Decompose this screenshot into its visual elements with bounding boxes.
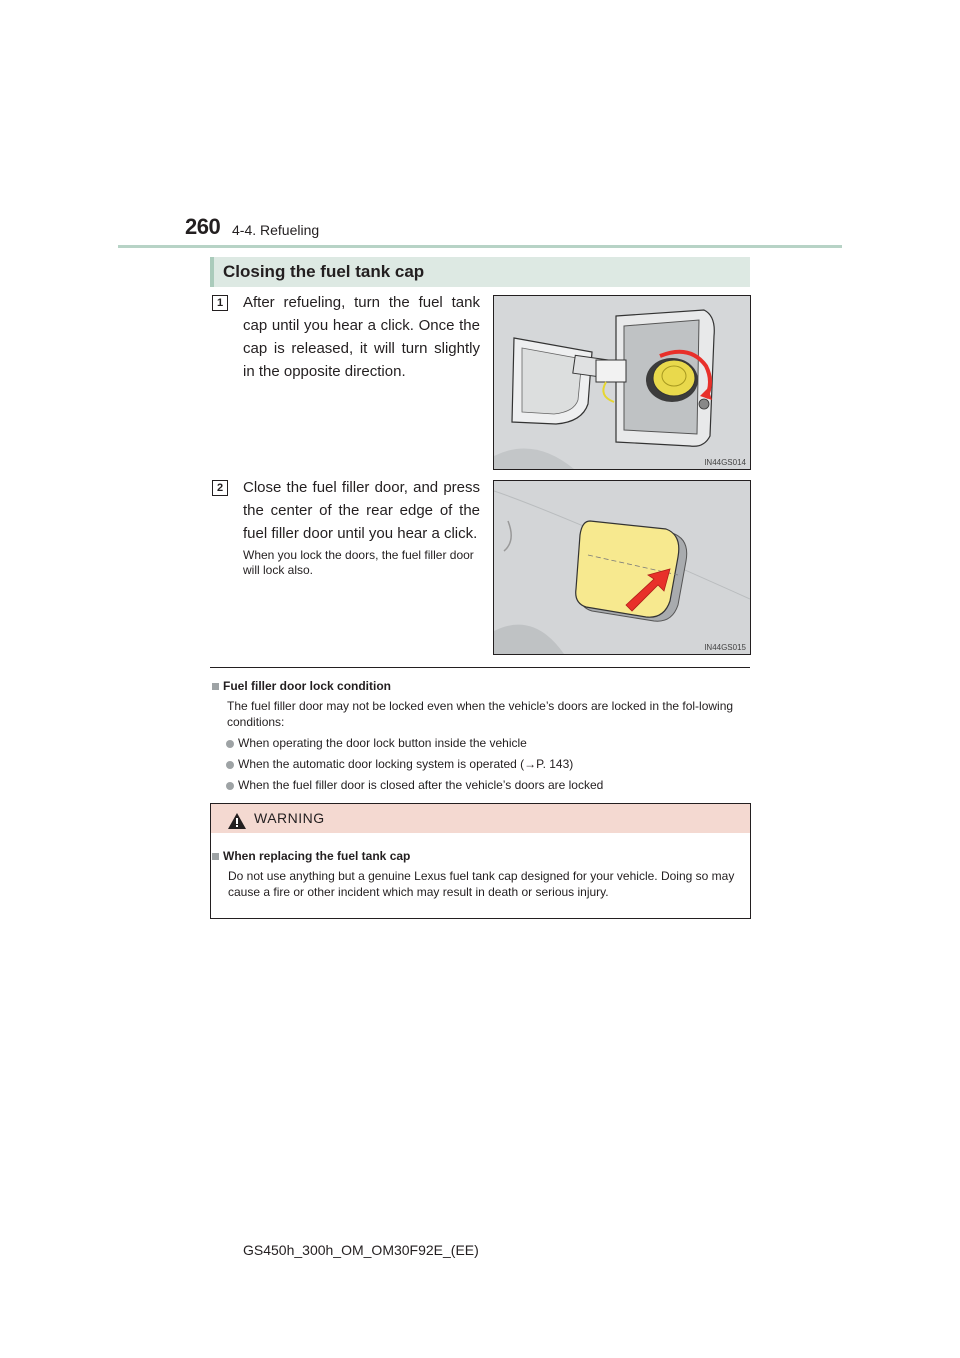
fuel-cap-drawing: [494, 296, 750, 469]
circle-bullet-icon: [226, 782, 234, 790]
warning-heading: [212, 849, 410, 863]
square-bullet-icon: [212, 683, 219, 690]
warning-label: WARNING: [254, 810, 325, 826]
fuel-cap-illustration: [493, 295, 751, 470]
step-1-text: After refueling, turn the fuel tank cap until you hear a click. Once the cap is released, it will turn slightly in the opposite direction.: [243, 294, 480, 380]
illustration-code-2: IN44GS015: [704, 643, 746, 652]
info-heading: [212, 679, 391, 693]
square-bullet-icon: [212, 853, 219, 860]
warning-triangle-icon: [227, 812, 247, 830]
header-rule: [118, 245, 842, 248]
list-item: When the fuel filler door is closed after the vehicle’s doors are locked: [226, 778, 603, 792]
step-2-note: When you lock the doors, the fuel filler door will lock also.: [243, 548, 474, 577]
section-divider: [210, 667, 750, 668]
list-item: When the automatic door locking system is operated (→P. 143): [226, 757, 573, 771]
section-title: 4-4. Refueling: [232, 222, 320, 238]
step-2-badge: 2: [212, 480, 228, 496]
step-2-text: Close the fuel filler door, and press the center of the rear edge of the fuel filler door until you hear a click.: [243, 479, 480, 542]
info-title: Fuel filler door lock condition: [223, 679, 392, 693]
warning-text: Do not use anything but a genuine Lexus fuel tank cap designed for your vehicle. Doing so may cause a fire or other incident which may result in death or serious injury.: [228, 869, 735, 899]
step-1-badge: 1: [212, 295, 228, 311]
warning-title: When replacing the fuel tank cap: [223, 849, 411, 863]
info-body: The fuel filler door may not be locked even when the vehicle’s doors are locked in the fol-lowing conditions:: [227, 699, 734, 729]
list-item: When operating the door lock button inside the vehicle: [226, 736, 527, 750]
circle-bullet-icon: [226, 761, 234, 769]
fuel-door-illustration: [493, 480, 751, 655]
footer-code: GS450h_300h_OM_OM30F92E_(EE): [243, 1242, 479, 1258]
illustration-code-1: IN44GS014: [704, 458, 746, 467]
section-heading: Closing the fuel tank cap: [223, 262, 425, 281]
page-number: 260: [185, 214, 221, 239]
section-heading-accent: [210, 257, 214, 287]
circle-bullet-icon: [226, 740, 234, 748]
fuel-door-drawing: [494, 481, 750, 654]
